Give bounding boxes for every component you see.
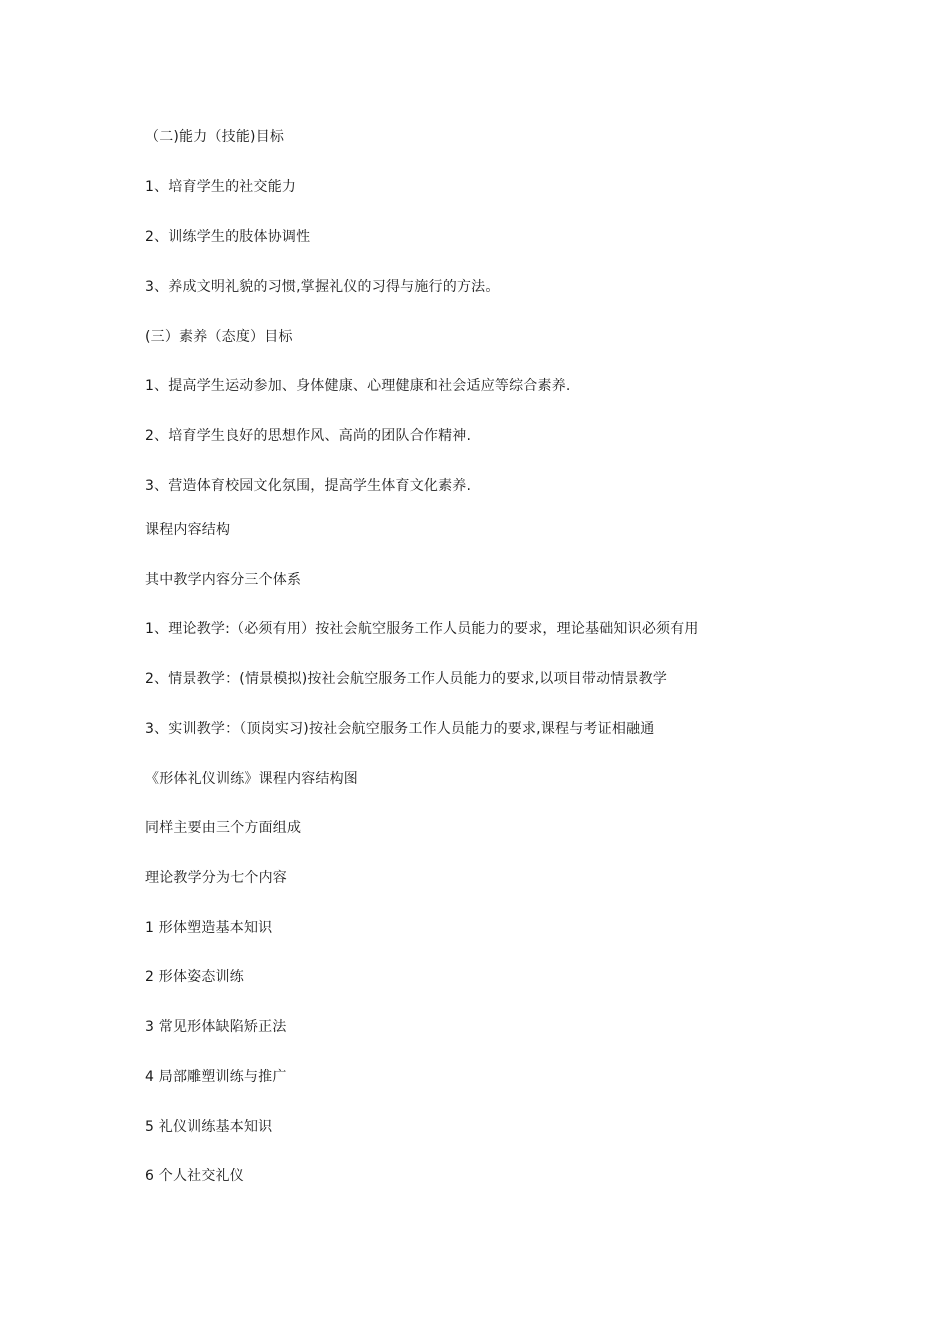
heading-quality-goals: (三）素养（态度）目标 — [145, 329, 293, 345]
ability-item-1: 1、培育学生的社交能力 — [145, 179, 297, 195]
teaching-system-1: 1、理论教学:（必须有用）按社会航空服务工作人员能力的要求，理论基础知识必须有用 — [145, 621, 699, 637]
teaching-systems-intro: 其中教学内容分三个体系 — [145, 572, 302, 588]
three-aspects-text: 同样主要由三个方面组成 — [145, 820, 302, 836]
theory-item-4: 4 局部雕塑训练与推广 — [145, 1069, 287, 1085]
theory-item-2: 2 形体姿态训练 — [145, 969, 244, 985]
quality-item-1: 1、提高学生运动参加、身体健康、心理健康和社会适应等综合素养. — [145, 378, 571, 394]
theory-seven-parts: 理论教学分为七个内容 — [145, 870, 287, 886]
ability-item-3: 3、养成文明礼貌的习惯,掌握礼仪的习得与施行的方法。 — [145, 279, 500, 295]
theory-item-5: 5 礼仪训练基本知识 — [145, 1119, 273, 1135]
ability-item-2: 2、训练学生的肢体协调性 — [145, 229, 311, 245]
theory-item-1: 1 形体塑造基本知识 — [145, 920, 273, 936]
heading-course-structure: 课程内容结构 — [145, 522, 231, 538]
quality-item-3: 3、营造体育校园文化氛围，提高学生体育文化素养. — [145, 478, 472, 494]
teaching-system-2: 2、情景教学：(情景模拟)按社会航空服务工作人员能力的要求,以项目带动情景教学 — [145, 671, 668, 687]
structure-chart-title: 《形体礼仪训练》课程内容结构图 — [145, 771, 358, 787]
quality-item-2: 2、培育学生良好的思想作风、高尚的团队合作精神. — [145, 428, 472, 444]
theory-item-6: 6 个人社交礼仪 — [145, 1168, 244, 1184]
heading-ability-goals: （二)能力（技能)目标 — [145, 129, 285, 145]
theory-item-3: 3 常见形体缺陷矫正法 — [145, 1019, 287, 1035]
teaching-system-3: 3、实训教学：（顶岗实习)按社会航空服务工作人员能力的要求,课程与考证相融通 — [145, 721, 655, 737]
